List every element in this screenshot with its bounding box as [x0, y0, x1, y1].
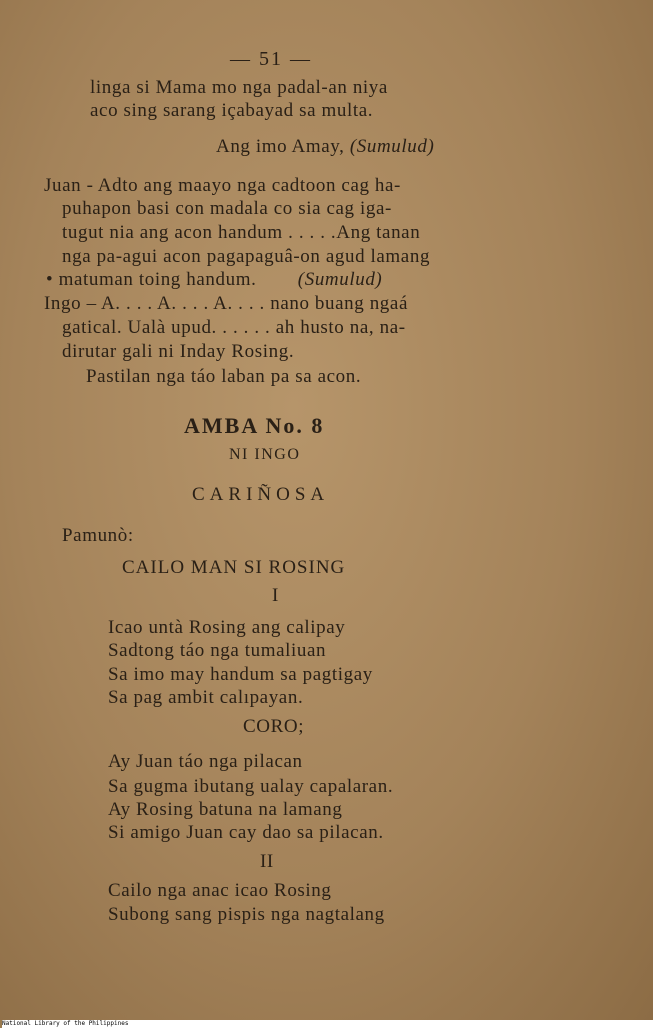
verse-line: Sa imo may handum sa pagtigay — [108, 664, 373, 685]
dialogue-line: tugut nia ang acon handum . . . . .Ang tanan — [62, 222, 421, 243]
dialogue-line: nga pa-agui acon pagapaguâ-on agud lamang — [62, 246, 431, 267]
stage-direction: (Sumulud) — [297, 269, 383, 290]
chorus-line: Sa gugma ibutang ualay capalaran. — [108, 776, 394, 797]
dance-title: CARIÑOSA — [192, 484, 330, 505]
chorus-line: Ay Rosing batuna na lamang — [108, 799, 343, 820]
verse-line: Sadtong táo nga tumaliuan — [108, 640, 327, 661]
stage-direction: (Sumulud) — [349, 136, 435, 157]
section-title: AMBA No. 8 — [184, 413, 325, 438]
archive-footer: National Library of the Philippines — [2, 1020, 653, 1028]
signature-line — [216, 136, 434, 158]
verse-line: Subong sang pispis nga nagtalang — [108, 904, 385, 925]
verse-number: II — [260, 851, 274, 872]
text-line: aco sing sarang içabayad sa multa. — [90, 100, 374, 121]
dialogue-text: • matuman toing handum. — [46, 269, 257, 290]
dialogue-line: Pastilan nga táo laban pa sa acon. — [86, 366, 362, 387]
dialogue-line: dirutar gali ni Inday Rosing. — [62, 341, 295, 362]
verse-line: Sa pag ambit calıpayan. — [108, 687, 304, 708]
lead-label: Pamunò: — [62, 525, 134, 546]
text-line: linga si Mama mo nga padal-an niya — [90, 77, 388, 98]
chorus-label: CORO; — [243, 716, 305, 737]
dialogue-line: gatical. Ualà upud. . . . . . ah husto na, na- — [62, 317, 406, 338]
signature-text: Ang imo Amay, — [216, 136, 345, 157]
dialogue-line: puhapon basi con madala co sia cag iga- — [62, 198, 392, 219]
dialogue-line — [46, 269, 382, 291]
dialogue-line: Ingo – A. . . . A. . . . A. . . . nano buang ngaá — [44, 293, 408, 314]
verse-number: I — [272, 585, 279, 606]
section-subtitle: NI INGO — [229, 446, 301, 463]
verse-line: Cailo nga anac icao Rosing — [108, 880, 332, 901]
song-title: CAILO MAN SI ROSING — [122, 557, 346, 578]
dialogue-line: Juan - Adto ang maayo nga cadtoon cag ha- — [44, 175, 401, 196]
page-number: — 51 — — [230, 48, 312, 70]
chorus-line: Ay Juan táo nga pilacan — [108, 751, 303, 772]
verse-line: Icao untà Rosing ang calipay — [108, 617, 346, 638]
chorus-line: Si amigo Juan cay dao sa pilacan. — [108, 822, 384, 843]
